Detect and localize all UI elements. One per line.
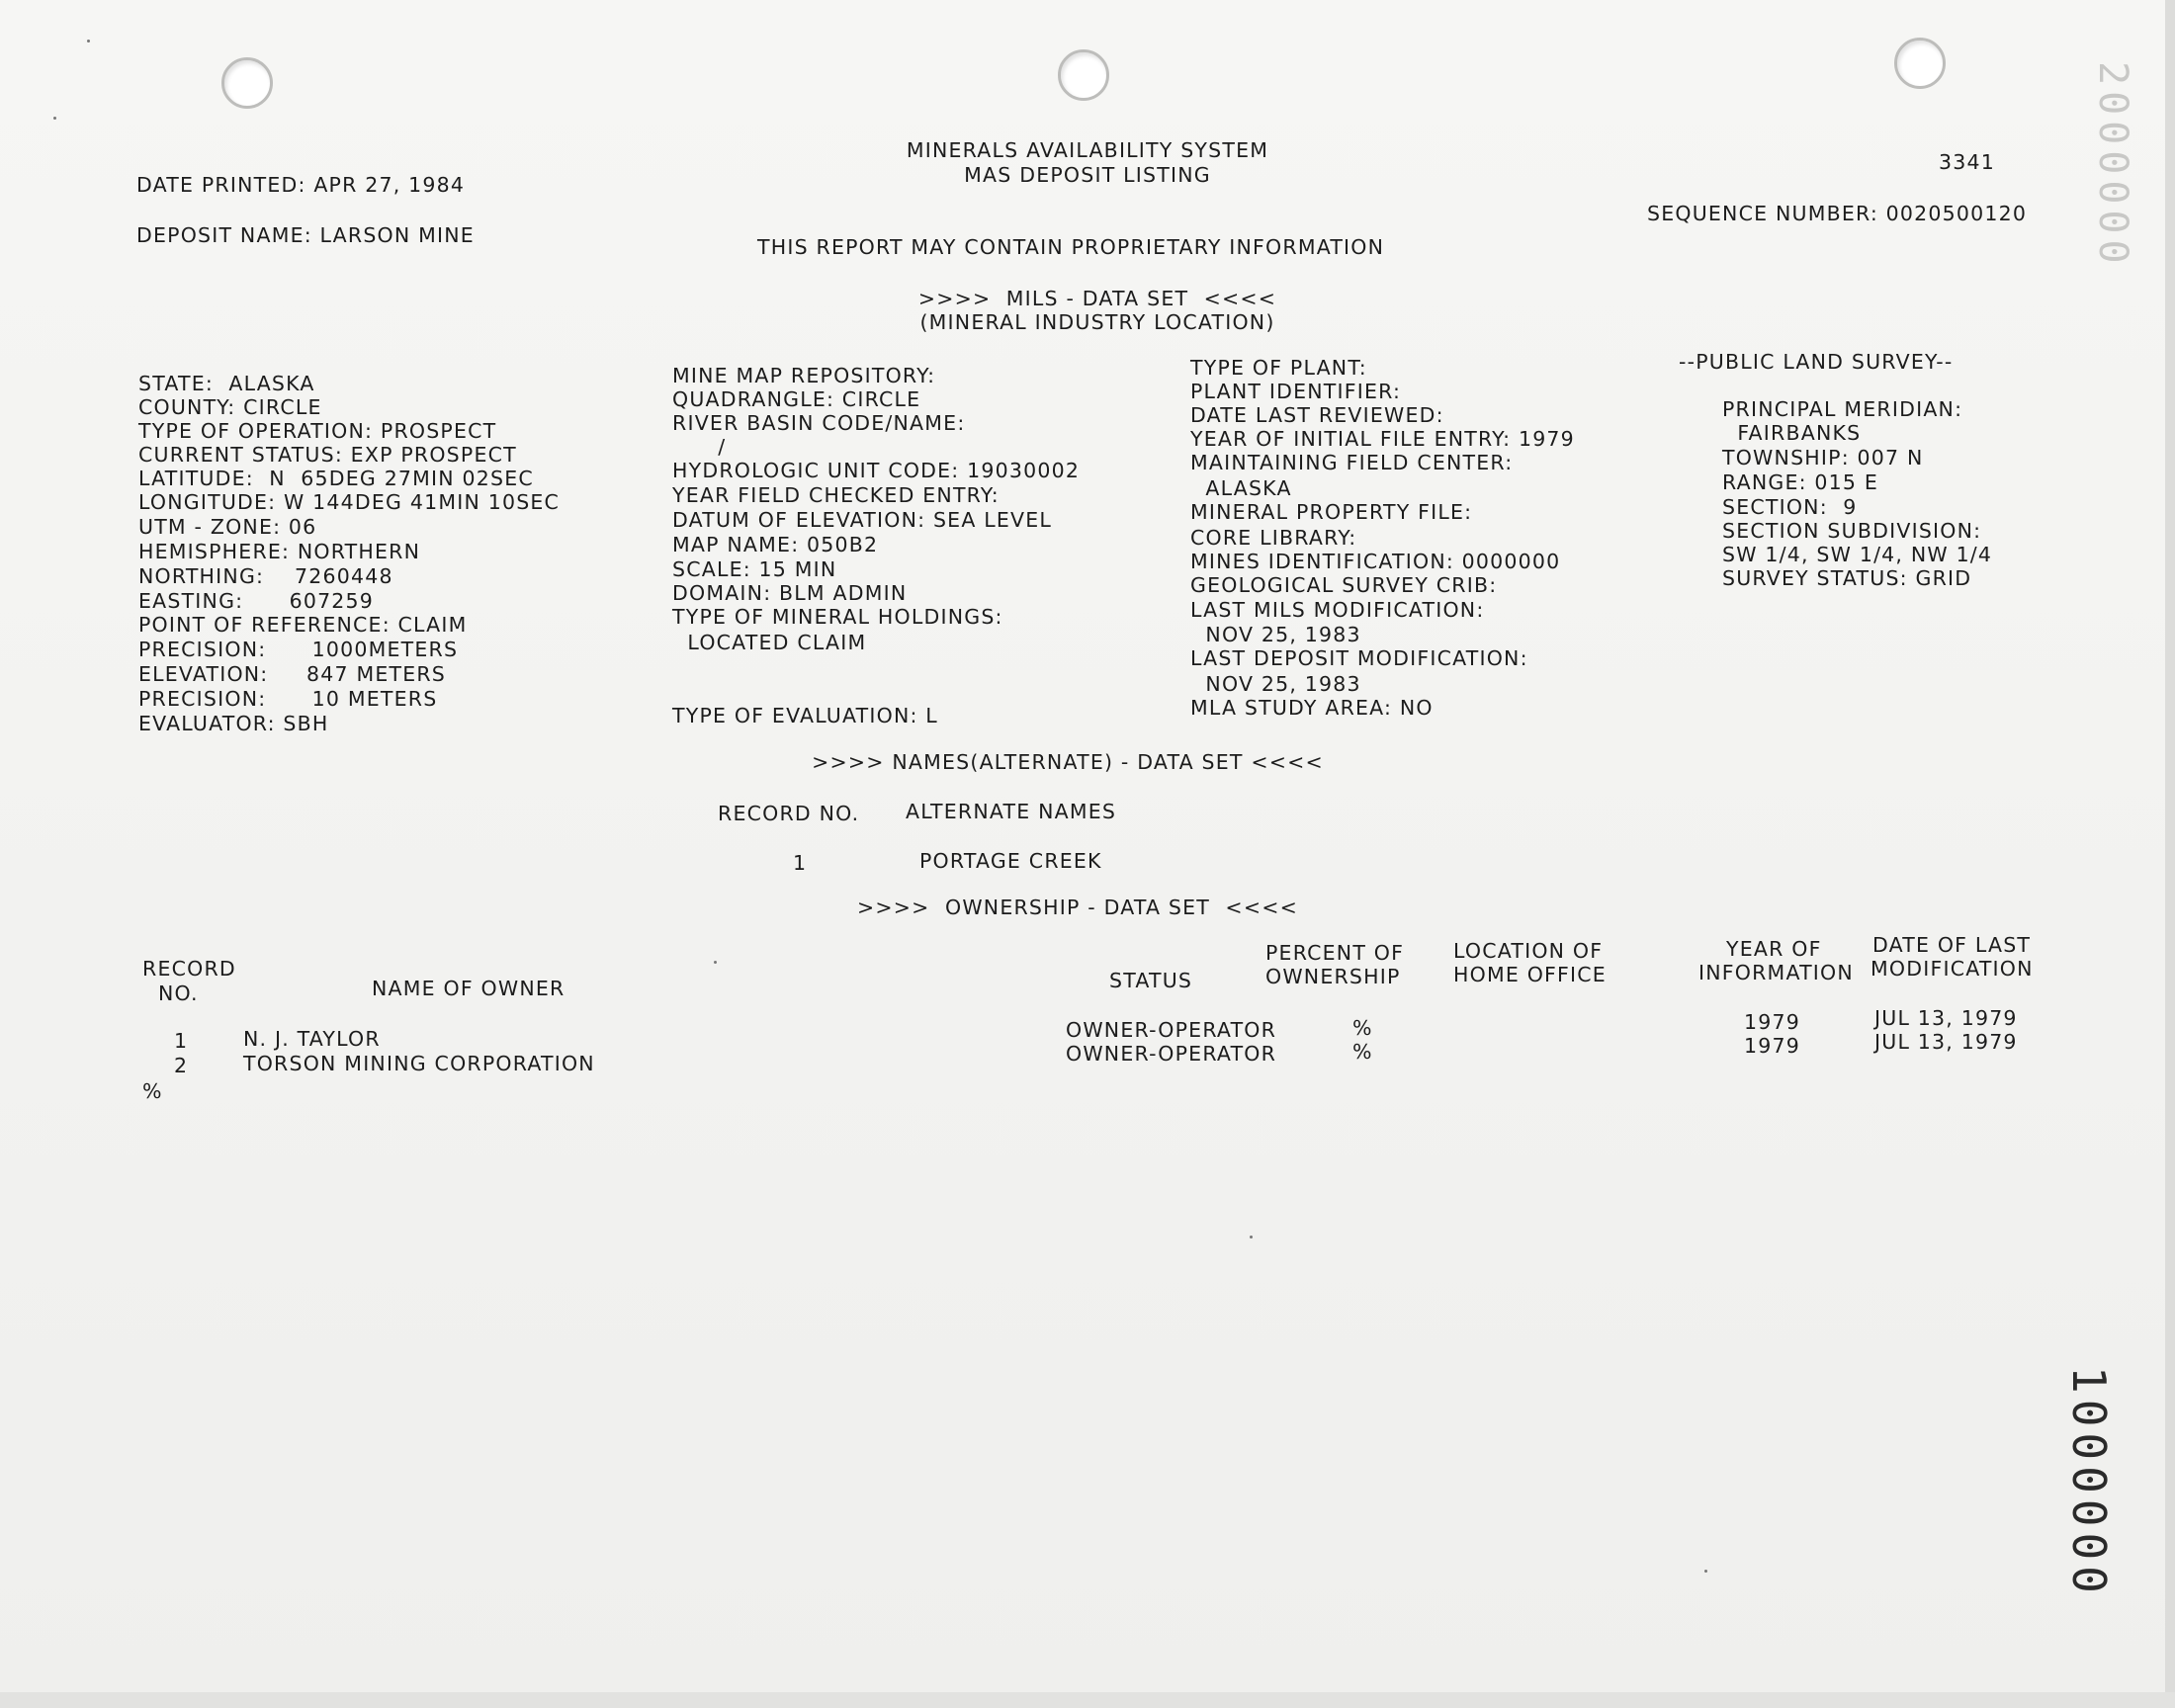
owner-name: N. J. TAYLOR <box>243 1027 381 1051</box>
mils-field: HEMISPHERE: NORTHERN <box>138 540 421 563</box>
mils-field: LONGITUDE: W 144DEG 41MIN 10SEC <box>138 490 561 514</box>
pls-field: SECTION SUBDIVISION: <box>1722 519 1982 543</box>
page-bottom-edge <box>0 1692 2175 1708</box>
punch-hole-center <box>1058 49 1109 101</box>
pls-field: SECTION: 9 <box>1722 495 1858 519</box>
mils-field: HYDROLOGIC UNIT CODE: 19030002 <box>672 459 1081 482</box>
mils-field: ALASKA <box>1190 476 1292 500</box>
mils-field: DOMAIN: BLM ADMIN <box>672 581 908 605</box>
owner-name: TORSON MINING CORPORATION <box>243 1052 595 1075</box>
mils-field: NOV 25, 1983 <box>1190 672 1361 696</box>
names-col-alternate: ALTERNATE NAMES <box>906 800 1117 823</box>
mils-field: LATITUDE: N 65DEG 27MIN 02SEC <box>138 467 534 490</box>
punch-hole-right <box>1894 38 1946 89</box>
bates-stamp: 1000000 <box>2062 1366 2116 1599</box>
ownership-heading: >>>> OWNERSHIP - DATA SET <<<< <box>857 896 1298 919</box>
col-header-percent: PERCENT OF <box>1265 941 1405 965</box>
mils-field: YEAR OF INITIAL FILE ENTRY: 1979 <box>1190 427 1575 451</box>
mils-field: QUADRANGLE: CIRCLE <box>672 387 921 411</box>
page-edge <box>2165 0 2175 1708</box>
mils-field: GEOLOGICAL SURVEY CRIB: <box>1190 573 1498 597</box>
scan-speck <box>87 40 90 43</box>
owner-year: 1979 <box>1744 1034 1800 1058</box>
mils-field: PLANT IDENTIFIER: <box>1190 380 1402 403</box>
mils-subheading: (MINERAL INDUSTRY LOCATION) <box>919 310 1275 334</box>
mils-field: EASTING: 607259 <box>138 589 375 613</box>
pls-field: PRINCIPAL MERIDIAN: <box>1722 397 1963 421</box>
system-title: MINERALS AVAILABILITY SYSTEM <box>906 138 1269 162</box>
col-header-status: STATUS <box>1109 969 1193 992</box>
owner-record: 1 <box>174 1029 189 1053</box>
col-header-information: INFORMATION <box>1698 961 1854 984</box>
pls-field: SW 1/4, SW 1/4, NW 1/4 <box>1722 543 1993 566</box>
col-header-location: LOCATION OF <box>1453 939 1604 963</box>
mils-field: MINES IDENTIFICATION: 0000000 <box>1190 550 1561 573</box>
mils-field: RIVER BASIN CODE/NAME: <box>672 411 966 435</box>
mils-field: PRECISION: 1000METERS <box>138 638 459 661</box>
owner-percent: % <box>1352 1016 1373 1040</box>
public-land-survey-heading: --PUBLIC LAND SURVEY-- <box>1679 350 1954 374</box>
proprietary-notice: THIS REPORT MAY CONTAIN PROPRIETARY INFORMATION <box>757 235 1385 259</box>
mils-field: STATE: ALASKA <box>138 372 315 395</box>
type-of-evaluation: TYPE OF EVALUATION: L <box>672 704 938 727</box>
mils-field: MAP NAME: 050B2 <box>672 533 879 556</box>
mils-field: TYPE OF MINERAL HOLDINGS: <box>672 605 1003 629</box>
mils-field: SCALE: 15 MIN <box>672 557 837 581</box>
col-header-ownership: OWNERSHIP <box>1265 965 1401 988</box>
mils-field: MINERAL PROPERTY FILE: <box>1190 500 1473 524</box>
mils-field: DATE LAST REVIEWED: <box>1190 403 1444 427</box>
owner-record: 2 <box>174 1054 189 1077</box>
owner-status: OWNER-OPERATOR <box>1066 1018 1277 1042</box>
names-record: 1 <box>793 851 808 875</box>
mils-field: POINT OF REFERENCE: CLAIM <box>138 613 468 637</box>
date-printed: DATE PRINTED: APR 27, 1984 <box>136 173 466 197</box>
pls-field: SURVEY STATUS: GRID <box>1722 566 1972 590</box>
mils-field: CORE LIBRARY: <box>1190 526 1357 550</box>
deposit-name: DEPOSIT NAME: LARSON MINE <box>136 223 475 247</box>
mils-field: MAINTAINING FIELD CENTER: <box>1190 451 1514 474</box>
scan-speck <box>714 961 717 964</box>
col-header-modification: MODIFICATION <box>1870 957 2034 981</box>
owner-percent: % <box>1352 1040 1373 1064</box>
mils-field: TYPE OF PLANT: <box>1190 356 1367 380</box>
mils-field: YEAR FIELD CHECKED ENTRY: <box>672 483 1000 507</box>
page-number: 3341 <box>1939 150 1995 174</box>
col-header-owner-name: NAME OF OWNER <box>372 977 566 1000</box>
mils-field: DATUM OF ELEVATION: SEA LEVEL <box>672 508 1053 532</box>
punch-hole-left <box>221 57 273 109</box>
listing-title: MAS DEPOSIT LISTING <box>964 163 1211 187</box>
col-header-year: YEAR OF <box>1726 937 1822 961</box>
mils-field: NOV 25, 1983 <box>1190 623 1361 646</box>
col-header-record: RECORD <box>142 957 236 981</box>
mils-field: / <box>672 435 727 459</box>
col-header-home-office: HOME OFFICE <box>1453 963 1607 986</box>
owner-date: JUL 13, 1979 <box>1874 1030 2018 1054</box>
mils-heading: >>>> MILS - DATA SET <<<< <box>917 287 1277 310</box>
scan-speck <box>53 117 56 120</box>
mils-field: MLA STUDY AREA: NO <box>1190 696 1434 720</box>
mils-field: EVALUATOR: SBH <box>138 712 329 735</box>
owner-year: 1979 <box>1744 1010 1800 1034</box>
trailing-percent: % <box>142 1079 163 1103</box>
mils-field: ELEVATION: 847 METERS <box>138 662 447 686</box>
mils-field: MINE MAP REPOSITORY: <box>672 364 936 387</box>
mils-field: NORTHING: 7260448 <box>138 564 393 588</box>
mils-field: PRECISION: 10 METERS <box>138 687 438 711</box>
mils-field: COUNTY: CIRCLE <box>138 395 322 419</box>
scan-speck <box>1704 1570 1707 1573</box>
mils-field: LAST MILS MODIFICATION: <box>1190 598 1485 622</box>
owner-date: JUL 13, 1979 <box>1874 1006 2018 1030</box>
mils-field: UTM - ZONE: 06 <box>138 515 317 539</box>
mils-field: LOCATED CLAIM <box>672 631 867 654</box>
alternate-name: PORTAGE CREEK <box>919 849 1102 873</box>
scan-speck <box>1250 1236 1253 1238</box>
pls-field: FAIRBANKS <box>1722 421 1862 445</box>
names-col-record: RECORD NO. <box>718 802 860 825</box>
owner-status: OWNER-OPERATOR <box>1066 1042 1277 1066</box>
pls-field: TOWNSHIP: 007 N <box>1722 446 1924 470</box>
col-header-record-no: NO. <box>158 982 199 1005</box>
mils-field: CURRENT STATUS: EXP PROSPECT <box>138 443 517 467</box>
pls-field: RANGE: 015 E <box>1722 470 1879 494</box>
sequence-number: SEQUENCE NUMBER: 0020500120 <box>1647 202 2028 225</box>
mils-field: LAST DEPOSIT MODIFICATION: <box>1190 646 1528 670</box>
faint-bates-stamp: 2000000 <box>2090 61 2135 270</box>
mils-field: TYPE OF OPERATION: PROSPECT <box>138 419 497 443</box>
col-header-date-last: DATE OF LAST <box>1872 933 2032 957</box>
names-heading: >>>> NAMES(ALTERNATE) - DATA SET <<<< <box>812 750 1324 774</box>
